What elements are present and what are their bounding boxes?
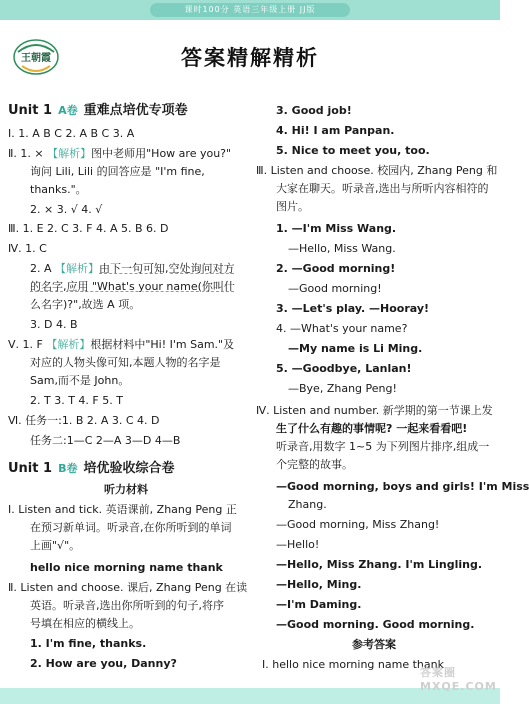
unit-a-tag: A卷 bbox=[58, 104, 78, 117]
sentence-line: 2. How are you, Danny? bbox=[30, 657, 177, 670]
answer-line: 的名字,应用 "What's your name(你叫什 bbox=[30, 280, 235, 293]
unit-a-title: 重难点培优专项卷 bbox=[83, 103, 188, 118]
answer-num: Ⅴ. 1. F bbox=[8, 338, 43, 351]
answer-line: Ⅲ. Listen and choose. 校园内, Zhang Peng 和 bbox=[256, 164, 498, 177]
jiexi-tag: 【解析】 bbox=[55, 262, 100, 275]
dialog-line: 5. —Goodbye, Lanlan! bbox=[276, 362, 412, 375]
dialog-line: —My name is Li Ming. bbox=[288, 342, 423, 355]
page-title: 答案精解精析 bbox=[181, 46, 319, 70]
answer-num: 2. A bbox=[30, 262, 52, 275]
dialog-line: —Hello, Miss Zhang. I'm Lingling. bbox=[276, 558, 483, 571]
jiexi-tag: 【解析】 bbox=[46, 338, 91, 351]
dialog-line: —Hello! bbox=[276, 538, 320, 551]
answer-line: thanks."。 bbox=[30, 183, 87, 196]
dialog-line: —Good morning! bbox=[288, 282, 382, 295]
unit-b-title: 培优验收综合卷 bbox=[83, 461, 175, 476]
dialog-line: —Good morning, Miss Zhang! bbox=[276, 518, 440, 531]
listening-title: 听力材料 bbox=[104, 483, 148, 496]
answer-line: 2. T 3. T 4. F 5. T bbox=[30, 394, 123, 407]
unit-b-label: Unit 1 bbox=[8, 461, 53, 476]
answer-line: Ⅱ. Listen and choose. 课后, Zhang Peng 在读 bbox=[8, 581, 248, 594]
dialog-line: 1. —I'm Miss Wang. bbox=[276, 222, 397, 235]
answer-line: 2. × 3. √ 4. √ bbox=[30, 203, 103, 216]
answer-line: 对应的人物头像可知,本题人物的名字是 bbox=[30, 356, 221, 369]
unit-b-heading bbox=[8, 462, 174, 476]
answer-line: 3. D 4. B bbox=[30, 318, 78, 331]
unit-b-tag: B卷 bbox=[58, 462, 78, 475]
answer-line: 询问 Lili, Lili 的回答应是 "I'm fine, bbox=[30, 165, 205, 178]
sentence-line: 1. I'm fine, thanks. bbox=[30, 637, 147, 650]
answer-line: Ⅲ. 1. E 2. C 3. F 4. A 5. B 6. D bbox=[8, 222, 169, 235]
answer-line: Ⅳ. 1. C bbox=[8, 242, 47, 255]
answer-line: 在预习新单词。听录音,在你所听到的单词 bbox=[30, 521, 232, 534]
dialog-line: Zhang. bbox=[288, 498, 327, 511]
unit-a-heading bbox=[8, 104, 188, 118]
answer-line: 上画"√"。 bbox=[30, 539, 81, 552]
jiexi-text: 根据材料中"Hi! I'm Sam."及 bbox=[90, 338, 235, 351]
top-band bbox=[0, 0, 500, 20]
jiexi-text: 图中老师用"How are you?" bbox=[91, 147, 232, 160]
answer-line: 生了什么有趣的事情呢? 一起来看看吧! bbox=[276, 422, 468, 435]
answer-line: 大家在聊天。听录音,选出与所听内容相符的 bbox=[276, 182, 489, 195]
logo-text: 王朝霞 bbox=[21, 53, 51, 64]
answer-line: 个完整的故事。 bbox=[276, 458, 353, 471]
answer-line: 听录音,用数字 1~5 为下列图片排序,组成一 bbox=[276, 440, 490, 453]
dialog-line: —Hello, Miss Wang. bbox=[288, 242, 396, 255]
answer-line: Ⅳ. Listen and number. 新学期的第一节课上发 bbox=[256, 404, 493, 417]
answer-line: Ⅰ. Listen and tick. 英语课前, Zhang Peng 正 bbox=[8, 503, 237, 516]
dialog-line: 2. —Good morning! bbox=[276, 262, 396, 275]
dialog-line: —Good morning. Good morning. bbox=[276, 618, 475, 631]
answer-line: 号填在相应的横线上。 bbox=[30, 617, 140, 630]
answers-title: 参考答案 bbox=[352, 638, 396, 651]
answer-num: Ⅱ. 1. × bbox=[8, 147, 44, 160]
jiexi-tag: 【解析】 bbox=[47, 147, 92, 160]
watermark: 答案圈 MXQE.COM bbox=[420, 666, 497, 693]
answer-line: Ⅰ. hello nice morning name thank bbox=[262, 658, 444, 671]
jiexi-text: 由下一句可知,空处询问对方 bbox=[99, 262, 235, 275]
answer-line: 图片。 bbox=[276, 200, 309, 213]
dialog-line: —Hello, Ming. bbox=[276, 578, 362, 591]
sentence-line: 4. Hi! I am Panpan. bbox=[276, 124, 395, 137]
answer-line: Ⅰ. 1. A B C 2. A B C 3. A bbox=[8, 127, 135, 140]
answer-line bbox=[30, 262, 235, 276]
answer-line: Sam,而不是 John。 bbox=[30, 374, 130, 387]
sentence-line: 3. Good job! bbox=[276, 104, 352, 117]
answer-line: 么名字)?",故选 A 项。 bbox=[30, 298, 141, 311]
dialog-line: —I'm Daming. bbox=[276, 598, 362, 611]
sentence-line: 5. Nice to meet you, too. bbox=[276, 144, 430, 157]
unit-a-label: Unit 1 bbox=[8, 103, 53, 118]
answer-line: 英语。听录音,选出你所听到的句子,将序 bbox=[30, 599, 224, 612]
dialog-line: —Bye, Zhang Peng! bbox=[288, 382, 397, 395]
dialog-line: 3. —Let's play. —Hooray! bbox=[276, 302, 430, 315]
dialog-line: —Good morning, boys and girls! I'm Miss bbox=[276, 480, 529, 493]
dialog-line: 4. —What's your name? bbox=[276, 322, 408, 335]
answer-line: Ⅵ. 任务一:1. B 2. A 3. C 4. D bbox=[8, 414, 160, 427]
answer-line bbox=[8, 147, 231, 161]
word-list: hello nice morning name thank bbox=[30, 561, 223, 574]
answer-line: 任务二:1—C 2—A 3—D 4—B bbox=[30, 434, 181, 447]
header-band-text: 课时100分 英语三年级上册 JJ版 bbox=[150, 3, 350, 17]
answer-line bbox=[8, 338, 234, 352]
